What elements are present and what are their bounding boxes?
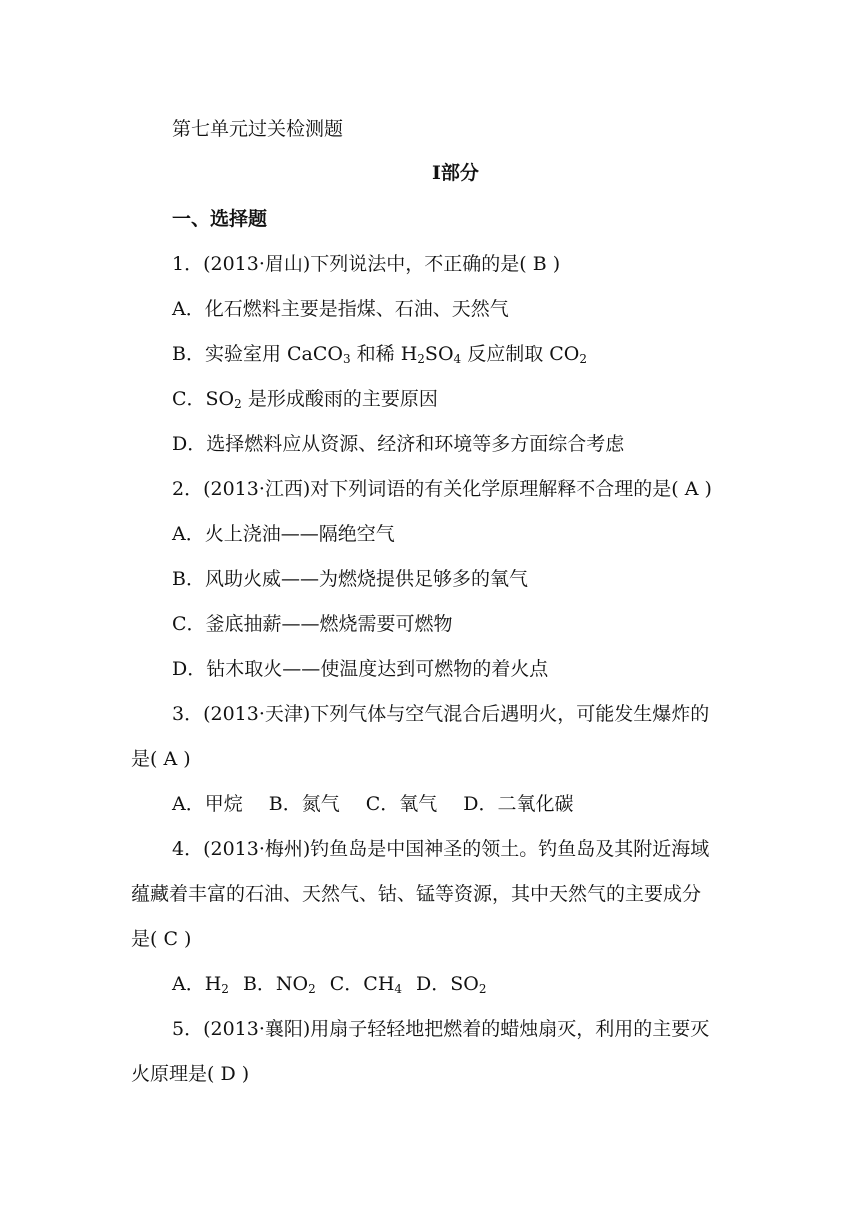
question-5-stem-line-1: 5．(2013·襄阳)用扇子轻轻地把燃着的蜡烛扇灭，利用的主要灭: [172, 1018, 710, 1040]
document-title: 第七单元过关检测题: [172, 118, 344, 140]
section-heading: 一、选择题: [172, 208, 268, 230]
subscript: 2: [478, 982, 487, 996]
question-4-options: [172, 970, 740, 998]
option-text: 和稀 H: [350, 343, 418, 365]
part-heading-text: Ⅰ部分: [432, 162, 479, 184]
option-text: SO: [424, 343, 454, 365]
subscript: 2: [234, 397, 242, 411]
question-3-option-d: D．二氧化碳: [463, 793, 574, 815]
question-1-option-d: D．选择燃料应从资源、经济和环境等多方面综合考虑: [172, 433, 625, 455]
option-text: B．NO: [242, 973, 309, 995]
question-2-stem: 2．(2013·江西)对下列词语的有关化学原理解释不合理的是( A ): [172, 478, 712, 500]
subscript: 2: [308, 982, 316, 996]
question-4-option-d: [416, 970, 486, 998]
subscript: 2: [417, 352, 425, 366]
question-2-option-a: A．火上浇油——隔绝空气: [172, 523, 395, 545]
option-text: D．SO: [416, 973, 479, 995]
option-text: C．CH: [329, 973, 395, 995]
question-4-stem-line-1: 4．(2013·梅州)钓鱼岛是中国神圣的领土。钓鱼岛及其附近海域: [172, 838, 710, 860]
question-4-option-b: [243, 970, 316, 998]
question-3-stem-line-1: 3．(2013·天津)下列气体与空气混合后遇明火，可能发生爆炸的: [172, 703, 710, 725]
subscript: 3: [342, 352, 351, 366]
question-1-option-a: A．化石燃料主要是指煤、石油、天然气: [172, 298, 509, 320]
subscript: 4: [394, 982, 403, 996]
option-text: B．实验室用 CaCO: [172, 343, 343, 365]
question-3-option-c: C．氧气: [365, 793, 438, 815]
question-5-stem-line-2: 火原理是( D ): [131, 1063, 250, 1085]
question-1-option-c: [172, 385, 740, 413]
question-1-option-b: [172, 340, 740, 368]
question-4-option-c: [330, 970, 402, 998]
option-text: A．H: [172, 973, 222, 995]
option-text: C．SO: [172, 388, 235, 410]
question-4-stem-line-3: 是( C ): [131, 928, 192, 950]
question-1-stem: 1．(2013·眉山)下列说法中，不正确的是( B ): [172, 253, 561, 275]
question-4-option-a: [172, 970, 229, 998]
question-2-option-c: C．釜底抽薪——燃烧需要可燃物: [172, 613, 453, 635]
part-heading: [432, 159, 740, 187]
subscript: 4: [453, 352, 462, 366]
question-3-option-b: B．氮气: [268, 793, 340, 815]
subscript: 2: [221, 982, 229, 996]
question-3-options: [172, 790, 740, 818]
question-2-option-d: D．钻木取火——使温度达到可燃物的着火点: [172, 658, 549, 680]
option-text: 反应制取 CO: [461, 343, 580, 365]
question-3-option-a: A．甲烷: [172, 793, 243, 815]
subscript: 2: [579, 352, 587, 366]
question-2-option-b: B．风助火威——为燃烧提供足够多的氧气: [172, 568, 528, 590]
option-text: 是形成酸雨的主要原因: [241, 388, 438, 410]
question-3-stem-line-2: 是( A ): [131, 748, 191, 770]
question-4-stem-line-2: 蕴藏着丰富的石油、天然气、钴、锰等资源，其中天然气的主要成分: [131, 883, 702, 905]
